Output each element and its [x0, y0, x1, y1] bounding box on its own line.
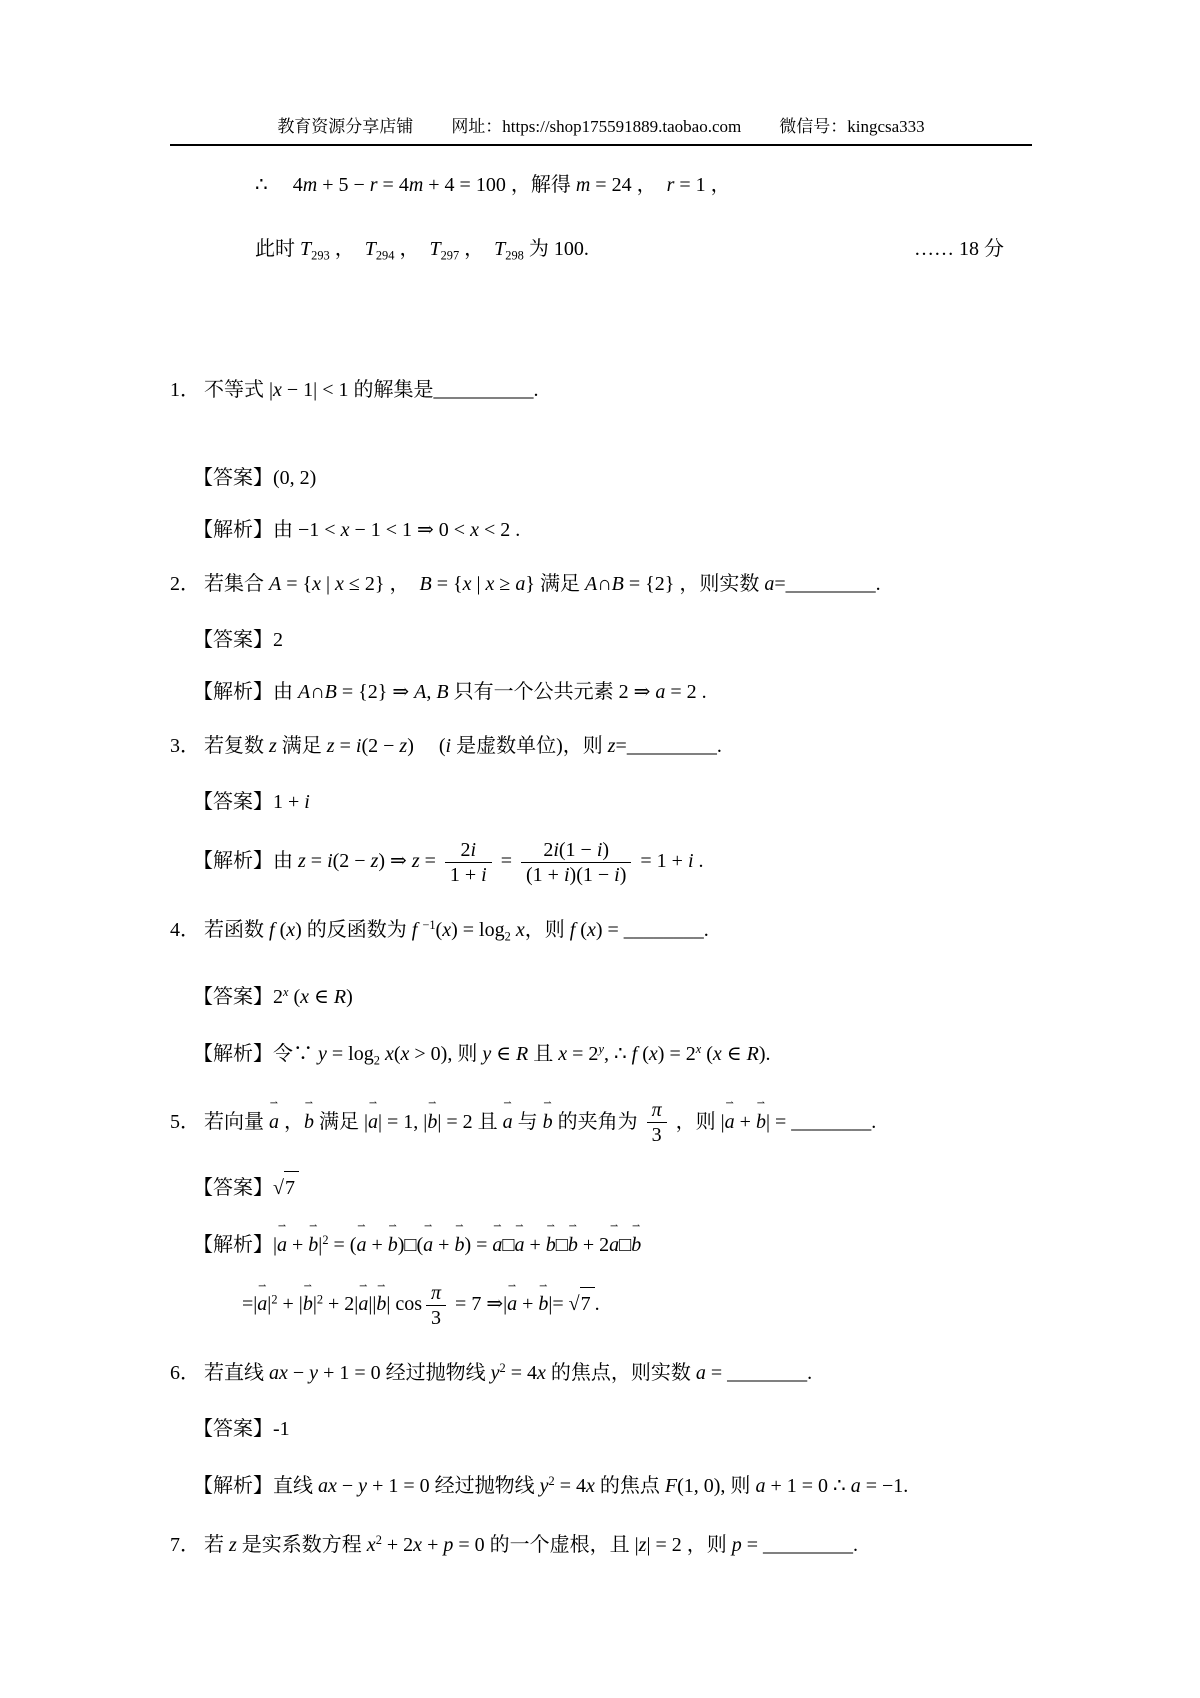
problem-analysis — [170, 838, 1032, 887]
problem-analysis — [170, 676, 1032, 708]
problem-question — [170, 730, 1032, 762]
problem-question-text: 不等式 |x − 1| < 1 的解集是__________. — [204, 379, 539, 402]
vector-arrow-icon: ⇀ a — [724, 1097, 735, 1133]
problem-7 — [170, 1524, 1032, 1561]
header-wechat-id: 微信号：kingcsa333 — [779, 117, 925, 136]
vector-arrow-icon: ⇀ a — [492, 1221, 503, 1257]
problem-question-text: 若 z 是实系数方程 $x^2 + 2x + p = 0$ 的一个虚根，且 |z| = 2 ，则 p = _________. — [204, 1532, 859, 1556]
problem-answer — [170, 976, 1032, 1013]
problem-3 — [170, 730, 1032, 887]
analysis-label: 【解析】 — [193, 850, 273, 873]
problem-number: 1． — [170, 379, 200, 402]
vector-arrow-icon: ⇀ b — [567, 1221, 578, 1257]
problem-number: 7． — [170, 1533, 200, 1556]
vector-arrow-icon: ⇀ b — [308, 1221, 319, 1257]
analysis-label: 【解析】 — [193, 519, 273, 542]
analysis-label: 【解析】 — [193, 681, 273, 704]
answer-text: 1 + i — [273, 791, 310, 814]
problem-4 — [170, 909, 1032, 1076]
problem-analysis-line — [170, 514, 1032, 546]
solution-therefore-line: ∴ 4m + 5 − r = 4m + 4 = 100 ，解得 m = 24 ， r = 1 ， — [255, 174, 731, 196]
radical-sign: √ 7 — [273, 1171, 299, 1204]
vector-arrow-icon: ⇀ a — [609, 1221, 620, 1257]
vector-arrow-icon: ⇀ a — [514, 1221, 525, 1257]
problem-2 — [170, 568, 1032, 708]
vector-arrow-icon: ⇀ a — [358, 1280, 369, 1316]
analysis-label: 【解析】 — [193, 1234, 273, 1257]
analysis-text: | ⇀ a + ⇀ $b|^2$ = ( ⇀ a + ⇀ b)□( ⇀ a + ⇀ b) = ⇀ a□ ⇀ a + ⇀ b□ ⇀ b + 2 ⇀ a□ ⇀ b — [273, 1234, 641, 1256]
vector-arrow-icon: ⇀ b — [304, 1097, 314, 1133]
problem-question — [170, 909, 1032, 952]
analysis-label: 【解析】 — [193, 1043, 273, 1066]
problem-answer — [170, 1171, 1032, 1204]
problem-answer — [170, 1413, 1032, 1445]
answer-text: -1 — [273, 1418, 290, 1441]
problem-number: 5． — [170, 1110, 200, 1133]
problem-analysis-line — [170, 838, 1032, 887]
solution-result-line — [170, 234, 1032, 270]
problem-number: 6． — [170, 1362, 200, 1385]
answer-label: 【答案】 — [193, 629, 273, 652]
analysis-text: 由 z = i(2 − z) ⇒ z = $\frac{2i}{1 + i}$ = $\frac{2i(1 - i)}{(1 + i)(1 - i)}$ = 1 + i . — [273, 839, 704, 887]
vector-arrow-icon: ⇀ a — [356, 1221, 367, 1257]
problem-question — [170, 568, 1032, 600]
answer-text: 2$^x$ (x ∈ R) — [273, 985, 353, 1009]
problem-answer — [170, 624, 1032, 656]
problem-analysis — [170, 1033, 1032, 1076]
vector-arrow-icon: ⇀ a — [277, 1221, 288, 1257]
problem-6 — [170, 1352, 1032, 1502]
analysis-text: 直线 ax − y + 1 = 0 经过抛物线 $y^2 = 4x$ 的焦点 F(1, 0), 则 a + 1 = 0 ∴ a = −1. — [273, 1474, 909, 1497]
top-solution-fragment — [170, 170, 1032, 270]
problem-analysis-line — [170, 1221, 1032, 1261]
problem-analysis — [170, 514, 1032, 546]
problem-1 — [170, 374, 1032, 546]
header-shop-name: 教育资源分享店铺 — [277, 117, 414, 136]
answer-label: 【答案】 — [193, 986, 273, 1009]
vector-arrow-icon: ⇀ b — [755, 1097, 766, 1133]
problem-number: 4． — [170, 919, 200, 942]
vector-arrow-icon: ⇀ b — [302, 1280, 313, 1316]
problem-answer — [170, 786, 1032, 818]
answer-text: (0, 2) — [273, 467, 317, 490]
analysis-label: 【解析】 — [193, 1474, 273, 1497]
problem-5 — [170, 1098, 1032, 1330]
solution-result-text: 此时 $T_{293}$ ， $T_{294}$ ， $T_{297}$ ， $T_{298}$ 为 100. — [255, 238, 589, 263]
problem-number: 2． — [170, 573, 200, 596]
vector-arrow-icon: ⇀ a — [257, 1280, 268, 1316]
problem-question-text: 若集合 A = {x | x ≤ 2} ， B = {x | x ≥ a} 满足 A∩B = {2} ，则实数 a=_________. — [204, 573, 881, 596]
header-shop-url: 网址：https://shop175591889.taobao.com — [451, 117, 742, 136]
radical-sign: √ 7 — [569, 1287, 595, 1320]
problem-question — [170, 374, 1032, 406]
page-header — [170, 112, 1032, 137]
vector-arrow-icon: ⇀ b — [631, 1221, 642, 1257]
vector-arrow-icon: ⇀ b — [376, 1280, 387, 1316]
vector-arrow-icon: ⇀ b — [545, 1221, 556, 1257]
analysis-text: 由 −1 < x − 1 < 1 ⇒ 0 < x < 2 . — [273, 519, 521, 542]
problem-answer — [170, 462, 1032, 494]
problem-question — [170, 1098, 1032, 1147]
vector-arrow-icon: ⇀ a — [423, 1221, 434, 1257]
problem-analysis-line — [170, 1465, 1032, 1502]
vector-arrow-icon: ⇀ a — [269, 1097, 279, 1133]
problem-list — [170, 374, 1032, 1560]
answer-label: 【答案】 — [193, 467, 273, 490]
vector-arrow-icon: ⇀ b — [387, 1221, 398, 1257]
problem-question — [170, 1524, 1032, 1561]
answer-label: 【答案】 — [193, 791, 273, 814]
analysis-text: 令∵ $y = \log_2 x(x > 0)$, 则 y ∈ R 且 $x = 2^y$, ∴ f $(x) = 2^x$ (x ∈ R). — [273, 1042, 771, 1068]
answer-label: 【答案】 — [193, 1177, 273, 1200]
problem-number: 3． — [170, 735, 200, 758]
vector-arrow-icon: ⇀ b — [542, 1097, 553, 1133]
problem-analysis — [170, 1221, 1032, 1330]
vector-arrow-icon: ⇀ b — [454, 1221, 465, 1257]
vector-arrow-icon: ⇀ a — [507, 1280, 518, 1316]
answer-text — [273, 1177, 299, 1199]
analysis-text: 由 A∩B = {2} ⇒ A, B 只有一个公共元素 2 ⇒ a = 2 . — [273, 681, 707, 704]
problem-question-text: 若向量 ⇀ a ， ⇀ b 满足 | ⇀ a| = 1, | ⇀ b| = 2 且 ⇀ a 与 ⇀ b 的夹角为 $\frac{\pi}{3}$ ，则 | ⇀ a + ⇀ b| = ________. — [204, 1097, 877, 1147]
problem-question-text: 若函数 f (x) 的反函数为 f $^{-1}(x) = \log_2 x$，则 f (x) = ________. — [204, 918, 709, 944]
problem-analysis-continued: =| ⇀ $a|^2$ + | ⇀ $b|^2 + 2|$ ⇀ a|| ⇀ b| cos $\frac{\pi}{3}$ = 7 ⇒| ⇀ a + ⇀ b|= √ 7 . — [242, 1280, 600, 1330]
problem-analysis-line — [170, 676, 1032, 708]
vector-arrow-icon: ⇀ b — [538, 1280, 549, 1316]
answer-label: 【答案】 — [193, 1418, 273, 1441]
problem-question-text: 若直线 ax − y + 1 = 0 经过抛物线 $y^2 = 4x$ 的焦点，则实数 a = ________. — [204, 1361, 813, 1385]
vector-arrow-icon: ⇀ b — [427, 1097, 438, 1133]
score-marker: …… 18 分 — [914, 238, 1004, 260]
vector-arrow-icon: ⇀ a — [368, 1097, 379, 1133]
vector-arrow-icon: ⇀ a — [502, 1097, 513, 1133]
answer-text: 2 — [273, 629, 283, 652]
problem-question-text: 若复数 z 满足 z = i(2 − z) (i 是虚数单位)，则 z=_________. — [204, 735, 722, 758]
problem-analysis — [170, 1465, 1032, 1502]
problem-analysis-line — [170, 1033, 1032, 1076]
header-divider-rule — [170, 144, 1032, 146]
problem-question — [170, 1352, 1032, 1389]
